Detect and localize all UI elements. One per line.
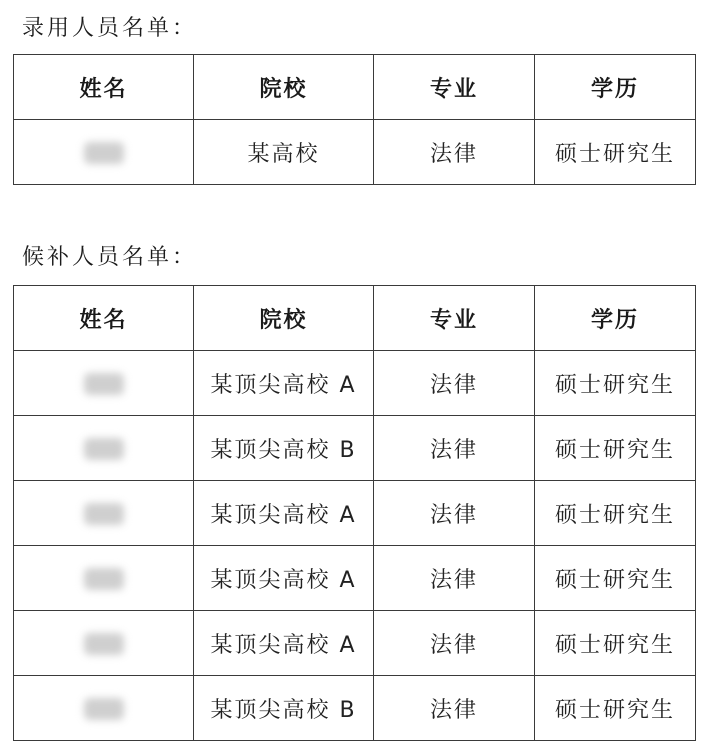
cell-degree: 硕士研究生: [535, 611, 696, 676]
cell-major: 法律: [374, 481, 535, 546]
header-degree: 学历: [535, 286, 696, 351]
cell-name: [14, 611, 194, 676]
cell-degree: 硕士研究生: [535, 351, 696, 416]
cell-major: 法律: [374, 546, 535, 611]
cell-name: [14, 676, 194, 741]
header-degree: 学历: [535, 55, 696, 120]
header-major: 专业: [374, 286, 535, 351]
redacted-name: [84, 373, 124, 395]
redacted-name: [84, 438, 124, 460]
redacted-name: [84, 698, 124, 720]
cell-school: 某顶尖高校 A: [194, 481, 374, 546]
cell-name: [14, 120, 194, 185]
waitlist-table: [13, 285, 696, 741]
cell-degree: 硕士研究生: [535, 481, 696, 546]
table-row: [14, 676, 696, 741]
cell-major: 法律: [374, 416, 535, 481]
cell-degree: 硕士研究生: [535, 546, 696, 611]
cell-school: 某顶尖高校 A: [194, 351, 374, 416]
redacted-name: [84, 142, 124, 164]
cell-school: 某顶尖高校 B: [194, 416, 374, 481]
table-row: [14, 120, 696, 185]
cell-major: 法律: [374, 676, 535, 741]
cell-degree: 硕士研究生: [535, 120, 696, 185]
header-major: 专业: [374, 55, 535, 120]
cell-school: 某顶尖高校 A: [194, 611, 374, 676]
table-header-row: [14, 55, 696, 120]
cell-school: 某顶尖高校 A: [194, 546, 374, 611]
cell-name: [14, 546, 194, 611]
header-name: 姓名: [14, 286, 194, 351]
waitlist-title: 候补人员名单：: [22, 245, 198, 270]
table-row: [14, 351, 696, 416]
table-row: [14, 416, 696, 481]
cell-school: 某顶尖高校 B: [194, 676, 374, 741]
hired-table: [13, 54, 696, 185]
cell-name: [14, 351, 194, 416]
cell-name: [14, 416, 194, 481]
hired-list-title: 录用人员名单：: [22, 16, 198, 41]
header-school: 院校: [194, 286, 374, 351]
redacted-name: [84, 503, 124, 525]
cell-major: 法律: [374, 351, 535, 416]
table-row: [14, 611, 696, 676]
cell-name: [14, 481, 194, 546]
cell-degree: 硕士研究生: [535, 676, 696, 741]
table-row: [14, 481, 696, 546]
cell-major: 法律: [374, 611, 535, 676]
redacted-name: [84, 633, 124, 655]
header-name: 姓名: [14, 55, 194, 120]
table-header-row: [14, 286, 696, 351]
table-row: [14, 546, 696, 611]
header-school: 院校: [194, 55, 374, 120]
cell-degree: 硕士研究生: [535, 416, 696, 481]
cell-major: 法律: [374, 120, 535, 185]
cell-school: 某高校: [194, 120, 374, 185]
redacted-name: [84, 568, 124, 590]
